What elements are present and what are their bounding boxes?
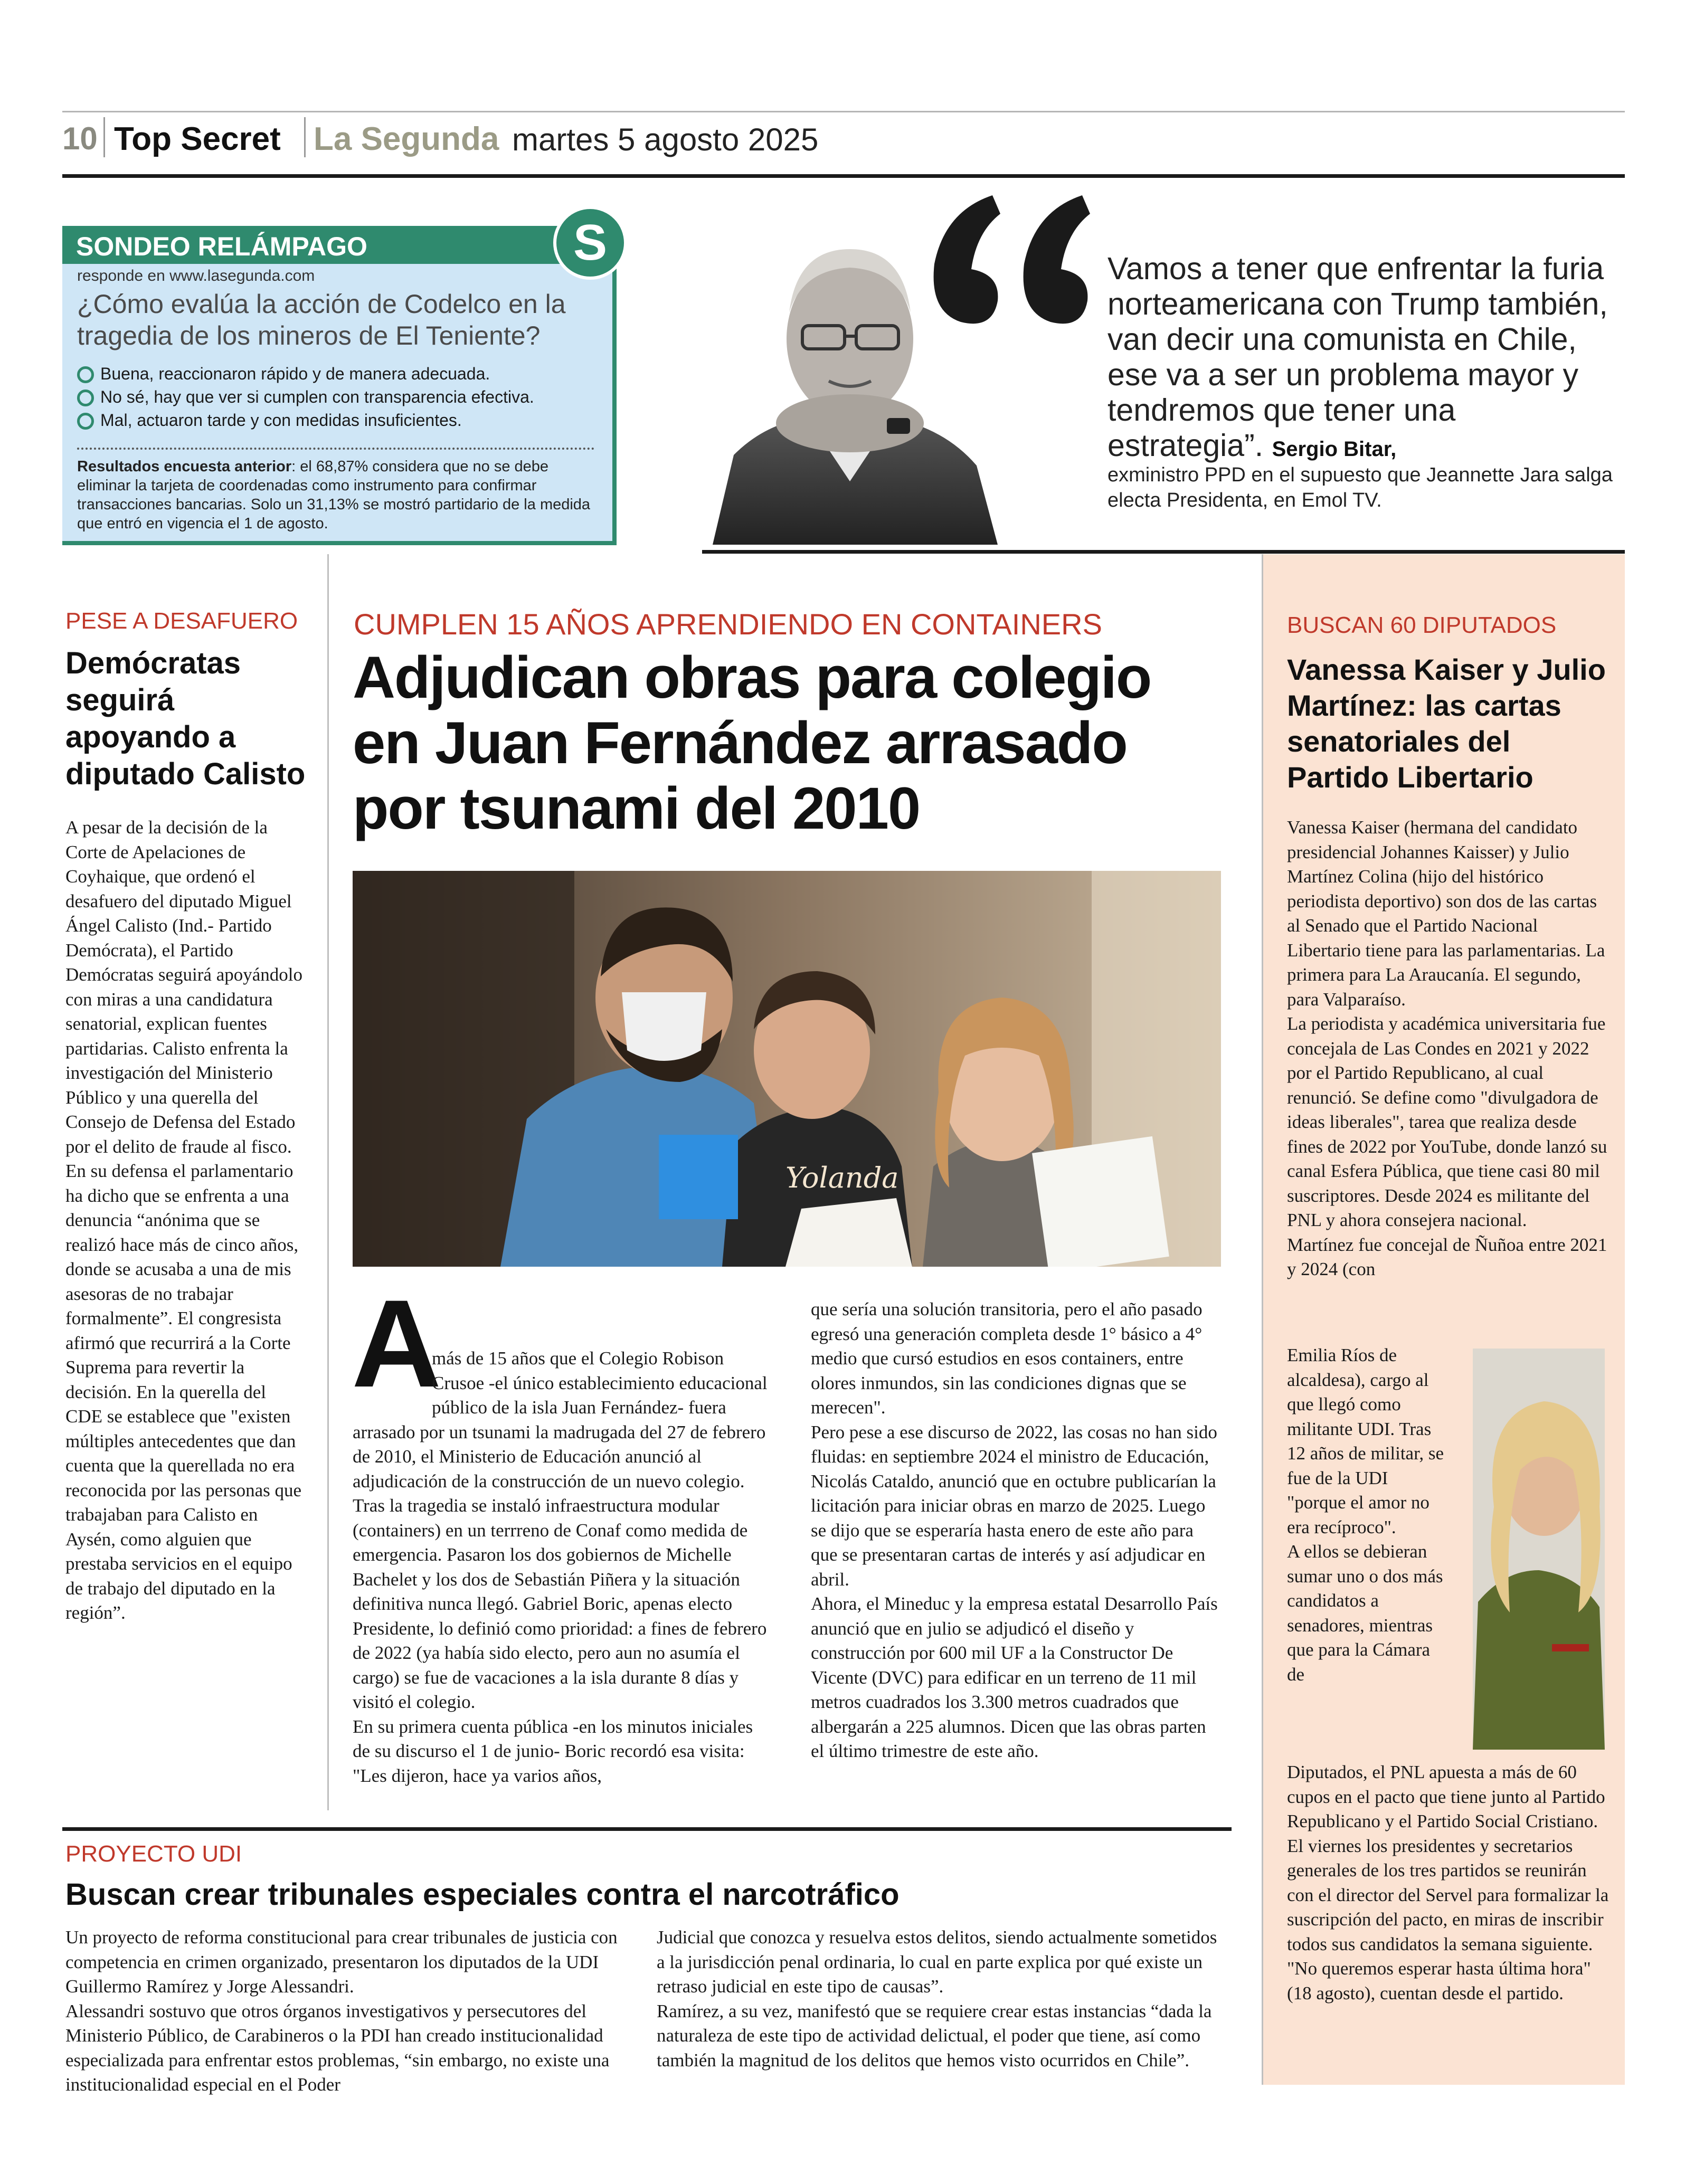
bottom-article-rule [62, 1827, 1232, 1831]
poll-previous-results: Resultados encuesta anterior: el 68,87% considera que no se debe eliminar la tarjeta de coordenadas como instrumento para confirmar transacciones bancarias. Solo un 31,13% se mostró partidario de la medida que entró en vigencia el 1 de agosto. [77, 458, 591, 532]
bottom-body-col2: Judicial que conozca y resuelva estos delitos, siendo actualmente sometidos a la jurisdicción penal ordinaria, lo cual en parte explica por qué existe un retraso judicial en este tipo de causas”. Ramírez, a su vez, manifestó que se requiere crear estas instancias “dada la naturaleza de este tipo de actividad delictual, el poder que tiene, así como también la magnitud de los delitos que hemos visto ocurridos en Chile”. [657, 1927, 1217, 2071]
page-number: 10 [62, 121, 98, 156]
main-dropcap: A [352, 1274, 442, 1413]
photo-shirt-text: Yolanda [785, 1161, 899, 1194]
quote-author: Sergio Bitar, [1272, 438, 1397, 461]
quote-rule [702, 550, 1625, 554]
poll-badge [553, 206, 627, 280]
right-body-narrow: Emilia Ríos de alcaldesa), cargo al que llegó como militante UDI. Tras 12 años de militar, se fue de la UDI "porque el amor no era recíproco". A ellos se debieran sumar uno o dos más candidatos a senadores, mientras que para la Cámara de [1287, 1345, 1444, 1685]
right-body-top: Vanessa Kaiser (hermana del candidato presidencial Johannes Kaisser) y Julio Martínez Colina (hijo del histórico periodista deportivo) son dos de las cartas al Senado que el Partido Nacional Libertario tiene para las parlamentarias. La primera para La Araucanía. El segundo, para Valparaíso. La periodista y académica universitaria fue concejala de Las Condes en 2021 y 2022 por el Partido Republicano, al cual renunció. Se define como "divulgadora de ideas liberales", tarea que realiza desde fines de 2022 por YouTube, donde lanzó su canal Esfera Pública, que tiene casi 80 mil suscriptores. Desde 2024 es militante del PNL y ahora consejera nacional. Martínez fue concejal de Ñuñoa entre 2021 y 2024 (con [1287, 817, 1607, 1279]
main-kicker: CUMPLEN 15 AÑOS APRENDIENDO EN CONTAINERS [354, 607, 1102, 641]
left-body: A pesar de la decisión de la Corte de Apelaciones de Coyhaique, que ordenó el desafuero del diputado Miguel Ángel Calisto (Ind.- Partido Demócrata), el Partido Demócratas seguirá apoyándolo con miras a una candidatura senatorial, explican fuentes partidarias. Calisto enfrenta la investigación del Ministerio Público y una querella del Consejo de Defensa del Estado por el delito de fraude al fisco. En su defensa el parlamentario ha dicho que se enfrenta a una denuncia “anónima que se realizó hace más de cinco años, donde se acusaba a una de mis asesoras de no trabajar formalmente”. El congresista afirmó que recurrirá a la Corte Suprema para revertir la decisión. En la querella del CDE se establece que "existen múltiples antecedentes que dan cuenta que la querellada no era reconocida por las personas que trabajaban para Calisto en Aysén, como alguien que prestaba servicios en el equipo de trabajo del diputado en la región”. [65, 817, 303, 1623]
bottom-body-col1: Un proyecto de reforma constitucional para crear tribunales de justicia con competencia en crimen organizado, presentaron los diputados de la UDI Guillermo Ramírez y Jorge Alessandri. Alessandri sostuvo que otros órganos investigativos y persecutores del Ministerio Público, de Carabineros o la PDI han creado institucionalidad especializada para enfrentar estos problemas, “sin embargo, no existe una institucionalidad especial en el Poder [65, 1927, 618, 2095]
kaiser-portrait [1473, 1349, 1605, 1750]
header-rule [62, 174, 1625, 178]
main-body-col1: más de 15 años que el Colegio Robison Crusoe -el único establecimiento educacional público de la isla Juan Fernández- fuera arrasado por un tsunami la madrugada del 27 de febrero de 2010, el Ministerio de Educación anunció al adjudicación de la construcción de un nuevo colegio. Tras la tragedia se instaló infraestructura modular (containers) en un terrreno de Conaf como medida de emergencia. Pasaron los dos gobiernos de Michelle Bachelet y los dos de Sebastián Piñera y la situación definitiva nunca llegó. Gabriel Boric, apenas electo Presidente, lo definió como prioridad: a fines de febrero de 2022 (ya había sido electo, pero aun no asumía el cargo) se fue de vacaciones a la isla durante 8 días y visitó el colegio. En su primera cuenta pública -en los minutos iniciales de su discurso el 1 de junio- Boric recordó esa visita: "Les dijeron, hace ya varios años, [353, 1348, 768, 1786]
right-kicker: BUSCAN 60 DIPUTADOS [1287, 612, 1557, 638]
left-kicker: PESE A DESAFUERO [65, 608, 298, 634]
main-headline: Adjudican obras para colegio en Juan Fernández arrasado por tsunami del 2010 [353, 644, 1151, 841]
poll-option[interactable]: Buena, reaccionaron rápido y de manera adecuada. [77, 364, 594, 387]
poll-subtitle: responde en www.lasegunda.com [77, 267, 315, 284]
quote-text: Vamos a tener que enfrentar la furia norteamericana con Trump también, van decir una comunista en Chile, ese va a ser un problema mayor y tendremos que tener una estrategia”. Sergio Bitar, [1107, 251, 1608, 463]
poll-question: ¿Cómo evalúa la acción de Codelco en la tragedia de los mineros de El Teniente? [77, 289, 566, 350]
right-headline: Vanessa Kaiser y Julio Martínez: las cartas senatoriales del Partido Libertario [1287, 653, 1606, 794]
poll-option[interactable]: Mal, actuaron tarde y con medidas insuficientes. [77, 411, 594, 434]
left-column-divider [327, 554, 329, 1810]
top-rule [62, 111, 1625, 112]
poll-badge-letter: S [573, 214, 608, 271]
page-header [62, 117, 1625, 159]
bottom-headline: Buscan crear tribunales especiales contra el narcotráfico [65, 1877, 900, 1912]
left-headline: Demócratas seguirá apoyando a diputado Calisto [65, 646, 306, 791]
poll-option[interactable]: No sé, hay que ver si cumplen con transparencia efectiva. [77, 387, 594, 411]
poll-box [62, 214, 617, 545]
radio-circle-icon [77, 390, 94, 406]
quote-attribution: exministro PPD en el supuesto que Jeannette Jara salga electa Presidenta, en Emol TV. [1107, 464, 1613, 511]
main-body-col2: que sería una solución transitoria, pero el año pasado egresó una generación completa desde 1° básico a 4° medio que cursó estudios en esos containers, entre olores inmundos, sin las condiciones dignas que se merecen". Pero pese a ese discurso de 2022, las cosas no han sido fluidas: en septiembre 2024 el ministro de Educación, Nicolás Cataldo, anunció que en octubre publicarían la licitación para iniciar obras en marzo de 2025. Luego se dijo que se esperaría hasta enero de este año para que se presentaran cartas de interés y así adjudicar en abril. Ahora, el Mineduc y la empresa estatal Desarrollo País anunció que en julio se adjudicó el diseño y construcción por 600 mil UF a la Constructor De Vicente (DVC) para edificar en un terreno de 11 mil metros cuadrados los 3.300 metros cuadrados que albergarán a 225 alumnos. Dicen que las obras parten el último trimestre de este año. [811, 1299, 1218, 1761]
issue-date: martes 5 agosto 2025 [512, 122, 819, 157]
right-body-bottom: Diputados, el PNL apuesta a más de 60 cupos en el pacto que tiene junto al Partido Republicano y el Partido Social Cristiano. El viernes los presidentes y secretarios generales de los tres partidos se reunirán con el director del Servel para formalizar la suscripción del pacto, en miras de inscribir todos sus candidatos la semana siguiente. "No queremos esperar hasta última hora" (18 agosto), cuentan desde el partido. [1287, 1762, 1609, 2003]
radio-circle-icon [77, 413, 94, 430]
section-name: Top Secret [114, 121, 281, 157]
quote-mark-icon [913, 174, 1093, 343]
bottom-kicker: PROYECTO UDI [65, 1841, 242, 1867]
poll-title-bar [62, 226, 569, 264]
main-photo [353, 871, 1221, 1267]
poll-title: SONDEO RELÁMPAGO [76, 232, 367, 261]
radio-circle-icon [77, 366, 94, 383]
poll-divider [77, 448, 594, 450]
poll-options [77, 364, 594, 434]
newspaper-name: La Segunda [314, 121, 499, 157]
